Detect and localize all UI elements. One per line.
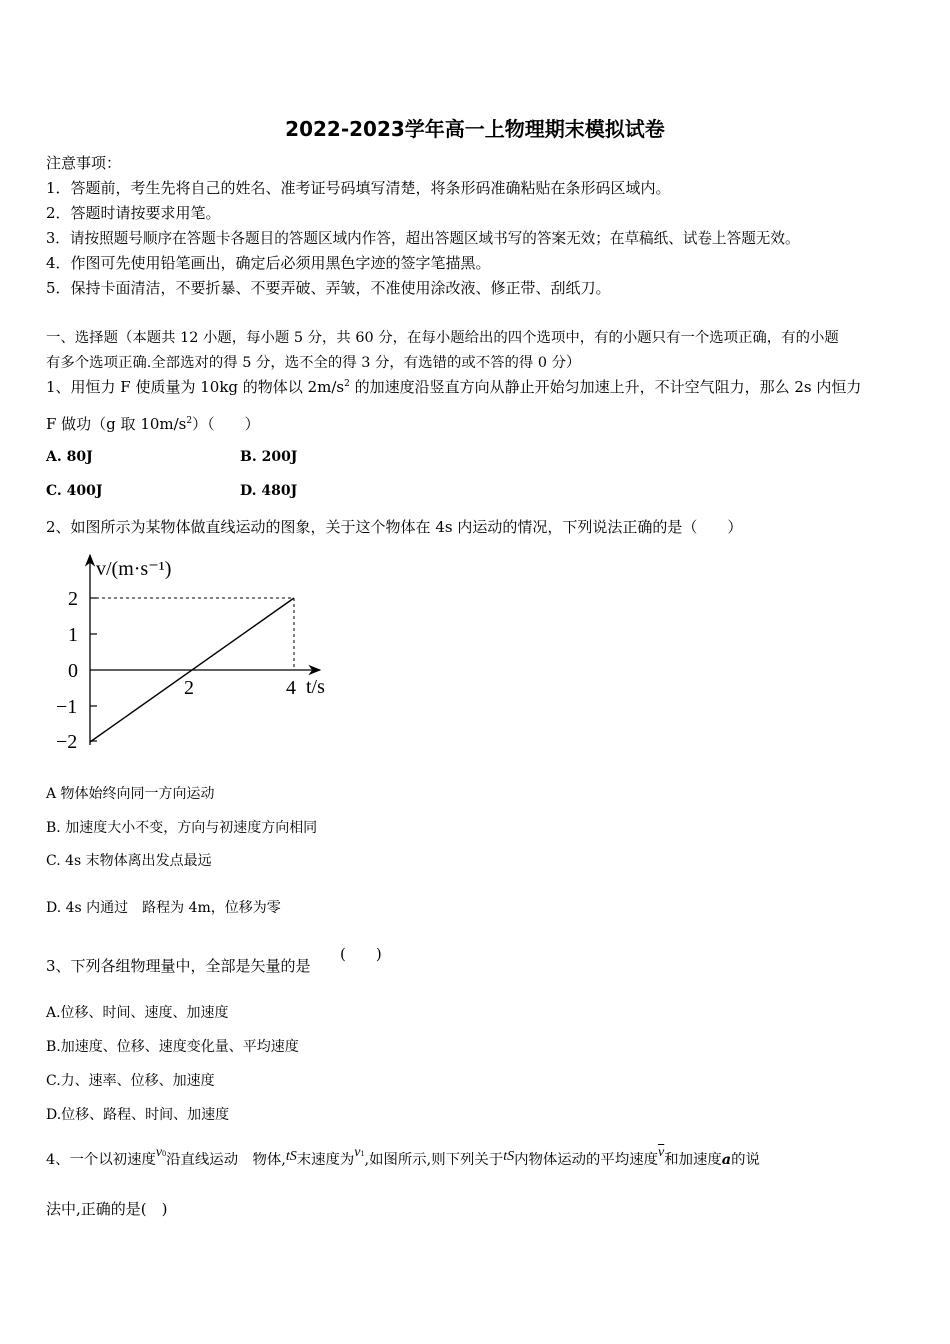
q1-option-c: C. 400J [46,483,103,499]
x-tick-label: 2 [184,677,194,699]
section-heading-cont: 有多个选项正确.全部选对的得 5 分，选不全的得 3 分，有选错的或不答的得 0 分） [46,355,581,371]
q2-option-a: A 物体始终向同一方向运动 [46,786,215,802]
q1-option-a: A. 80J [46,449,93,465]
question-4-stem: 4、一个以初速度v0沿直线运动 物体,tS末速度为v1,如图所示,则下列关于tS内物体运动的平均速度$\overline{v}$和加速度a的说 [46,1145,760,1168]
question-3-stem: 3、下列各组物理量中，全部是矢量的是 [46,957,311,975]
notice-item: 3．请按照题号顺序在答题卡各题目的答题区域内作答，超出答题区域书写的答案无效；在草稿纸、试卷上答题无效。 [46,230,800,247]
notice-item: 1．答题前，考生先将自己的姓名、准考证号码填写清楚，将条形码准确粘贴在条形码区域内。 [46,179,671,197]
y-tick-label: 1 [68,624,78,646]
symbol-v1: v1 [354,1145,365,1160]
y-tick-label: 0 [68,660,78,682]
y-tick-label: −2 [56,731,78,753]
q2-option-b: B. 加速度大小不变，方向与初速度方向相同 [46,820,318,836]
q1-option-d: D. 480J [240,483,298,499]
question-4-stem-cont: 法中,正确的是( ) [46,1200,168,1218]
x-tick-label: 4 [286,677,296,699]
q3-option-a: A.位移、时间、速度、加速度 [46,1005,229,1021]
q2-option-d: D. 4s 内通过 路程为 4m，位移为零 [46,900,281,916]
question-3-paren: ( ) [340,945,382,963]
y-tick-label: −1 [56,696,78,718]
q1-option-b: B. 200J [240,449,298,465]
symbol-v0: v0 [155,1145,167,1160]
symbol-ts: tS [285,1149,297,1164]
y-tick-label: 2 [68,588,78,610]
q3-option-c: C.力、速率、位移、加速度 [46,1073,215,1089]
q2-option-c: C. 4s 末物体离出发点最远 [46,853,212,869]
question-2-stem: 2、如图所示为某物体做直线运动的图象，关于这个物体在 4s 内运动的情况，下列说法正确的是（ ） [46,518,743,536]
question-1-stem-cont: F 做功（g 取 $10m/s^2$）（ ） [46,415,260,433]
symbol-ts: tS [503,1149,515,1164]
x-axis-label: t/s [306,676,325,698]
q3-option-d: D.位移、路程、时间、加速度 [46,1107,230,1123]
symbol-vbar: $\overline{v}$ [658,1145,665,1160]
symbol-a: a [721,1151,732,1168]
notice-item: 5．保持卡面清洁，不要折暴、不要弄破、弄皱，不准使用涂改液、修正带、刮纸刀。 [46,279,611,297]
notice-heading: 注意事项： [46,154,122,172]
section-heading: 一、选择题（本题共 12 小题，每小题 5 分，共 60 分，在每小题给出的四个选项中，有的小题只有一个选项正确，有的小题 [46,330,839,346]
velocity-time-graph [50,545,350,760]
y-axis-label: v/(m·s⁻¹) [96,558,172,580]
notice-item: 4．作图可先使用铅笔画出，确定后必须用黑色字迹的签字笔描黑。 [46,254,491,272]
notice-item: 2．答题时请按要求用笔。 [46,204,221,222]
page-title: 2022-2023学年高一上物理期末模拟试卷 [285,117,665,141]
q3-option-b: B.加速度、位移、速度变化量、平均速度 [46,1039,299,1055]
question-1-stem: 1、用恒力 F 使质量为 10kg 的物体以 $2m/s^2$ 的加速度沿竖直方向从静止开始匀加速上升，不计空气阻力，那么 2s 内恒力 [46,378,862,396]
